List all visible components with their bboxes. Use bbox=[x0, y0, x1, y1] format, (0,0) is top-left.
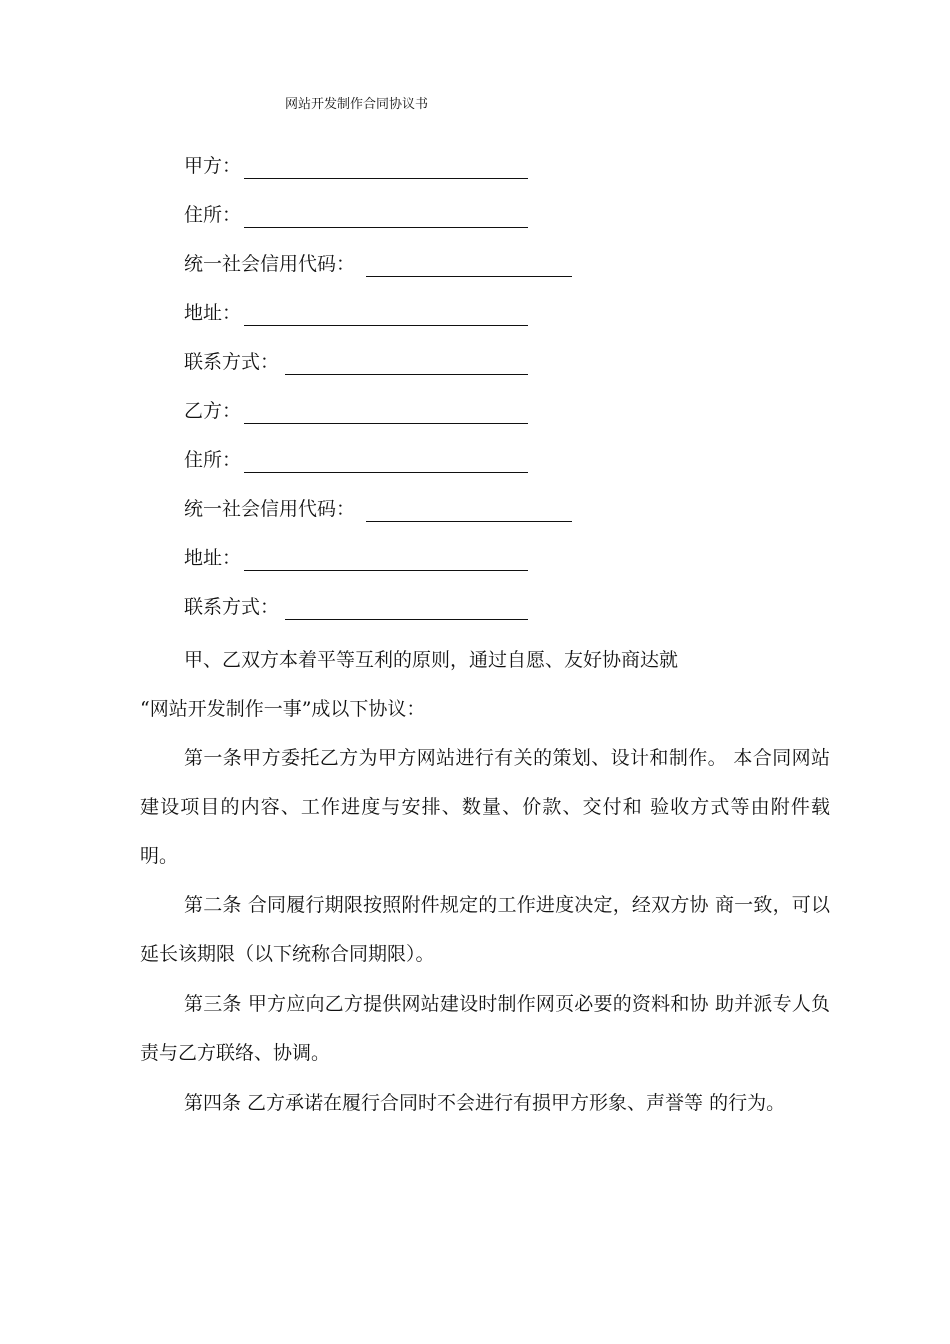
party-a-contact-blank bbox=[285, 374, 528, 375]
party-b-credit-code-blank bbox=[366, 521, 572, 522]
party-b-contact-field bbox=[184, 593, 279, 621]
party-b-residence-field bbox=[184, 446, 241, 474]
document-title: 网站开发制作合同协议书 bbox=[285, 97, 429, 112]
article-3-paragraph: 第三条 甲方应向乙方提供网站建设时制作网页必要的资料和协 助并派专人负责与乙方联络、协调。 bbox=[140, 993, 830, 1064]
party-a-name-label: 甲方： bbox=[184, 155, 242, 177]
article-1-paragraph: 第一条甲方委托乙方为甲方网站进行有关的策划、设计和制作。 本合同网站建设项目的内容、工作进度与安排、数量、价款、交付和 验收方式等由附件载明。 bbox=[140, 747, 830, 867]
party-a-residence-blank bbox=[244, 227, 528, 228]
party-a-name-field bbox=[184, 152, 241, 180]
party-b-residence-label: 住所： bbox=[184, 449, 242, 471]
preamble-paragraph: 甲、乙双方本着平等互利的原则，通过自愿、友好协商达就 bbox=[184, 649, 679, 671]
party-b-credit-code-label: 统一社会信用代码： bbox=[184, 498, 356, 520]
party-a-address-field bbox=[184, 299, 241, 327]
party-a-credit-code-field bbox=[184, 250, 355, 278]
party-b-residence-blank bbox=[244, 472, 528, 473]
party-b-name-blank bbox=[244, 423, 528, 424]
party-b-address-blank bbox=[244, 570, 528, 571]
party-a-contact-label: 联系方式： bbox=[184, 351, 280, 373]
party-a-residence-label: 住所： bbox=[184, 204, 242, 226]
party-b-contact-label: 联系方式： bbox=[184, 596, 280, 618]
party-a-contact-field bbox=[184, 348, 279, 376]
party-b-name-label: 乙方： bbox=[184, 400, 242, 422]
party-a-credit-code-label: 统一社会信用代码： bbox=[184, 253, 356, 275]
party-a-credit-code-blank bbox=[366, 276, 572, 277]
party-b-contact-blank bbox=[285, 619, 528, 620]
party-b-name-field bbox=[184, 397, 241, 425]
party-a-address-label: 地址： bbox=[184, 302, 242, 324]
party-b-credit-code-field bbox=[184, 495, 355, 523]
party-b-address-label: 地址： bbox=[184, 547, 242, 569]
party-b-address-field bbox=[184, 544, 241, 572]
preamble-continuation: “网站开发制作一事”成以下协议： bbox=[140, 698, 426, 720]
party-a-name-blank bbox=[244, 178, 528, 179]
party-a-address-blank bbox=[244, 325, 528, 326]
article-2-paragraph: 第二条 合同履行期限按照附件规定的工作进度决定，经双方协 商一致，可以延长该期限（以下统称合同期限）。 bbox=[140, 894, 830, 965]
party-a-residence-field bbox=[184, 201, 241, 229]
article-4-paragraph: 第四条 乙方承诺在履行合同时不会进行有损甲方形象、声誉等 的行为。 bbox=[184, 1092, 786, 1114]
